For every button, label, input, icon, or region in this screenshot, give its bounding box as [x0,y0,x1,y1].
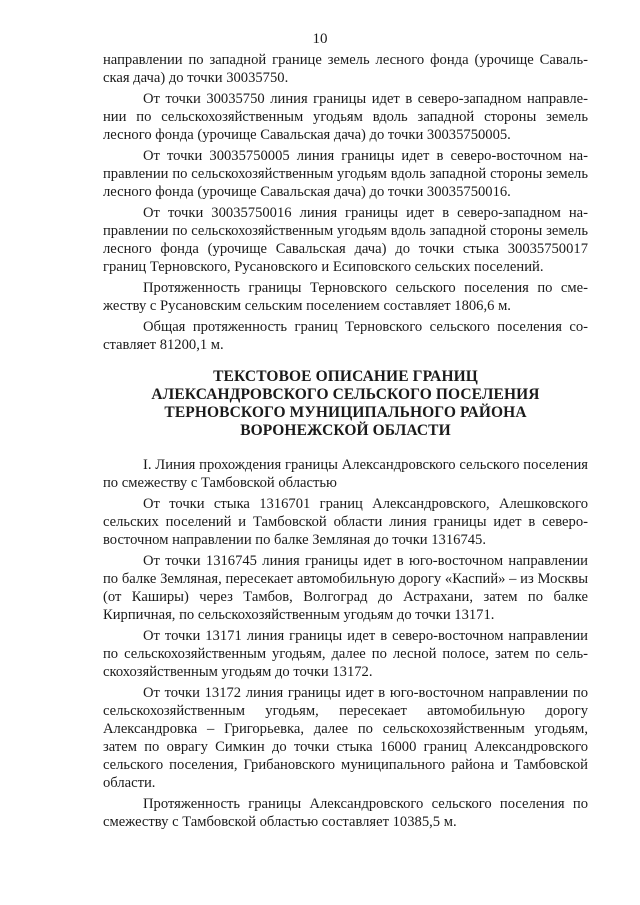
heading-line: ТЕРНОВСКОГО МУНИЦИПАЛЬНОГО РАЙОНА [164,404,527,421]
paragraph: Протяженность границы Александровского сельского поселения по смежеству с Тамбовской областью составляет 10385,5 м. [103,796,588,830]
heading-line: АЛЕКСАНДРОВСКОГО СЕЛЬСКОГО ПОСЕЛЕНИЯ [151,386,540,403]
bottom-text-block [103,456,588,834]
paragraph: Протяженность границы Терновского сельского поселения по смежеству с Русановским сельским поселением составляет 1806,6 м. [103,280,588,314]
paragraph: От точки 30035750005 линия границы идет в северо-восточном направлении по сельскохозяйственным угодьям вдоль западной стороны земель лесного фонда (урочище Савальская дача) до точки 30035750016. [103,148,588,200]
section-heading [103,368,588,440]
paragraph: От точки 30035750016 линия границы идет в северо-западном направлении по сельскохозяйственным угодьям вдоль западной стороны земель лесного фонда (урочище Савальская дача) до точки стыка 30035750017 границ Терновского, Русановского и Есиповского сельских поселений. [103,205,588,275]
paragraph: От точки 13171 линия границы идет в северо-восточном направлении по сельскохозяйственным угодьям, далее по лесной полосе, затем по сельскохозяйственным угодьям до точки 13172. [103,628,588,680]
top-text-block [103,51,588,357]
paragraph: От точки 30035750 линия границы идет в северо-западном направлении по сельскохозяйственным угодьям вдоль западной стороны земель лесного фонда (урочище Савальская дача) до точки 30035750005. [103,91,588,143]
paragraph: От точки 1316745 линия границы идет в юго-восточном направлении по балке Земляная, пересекает автомобильную дорогу «Каспий» – из Москвы (от Каширы) через Тамбов, Волгоград до Астрахани, затем по балке Кирпичная, по сельскохозяйственным угодьям до точки 13171. [103,553,588,623]
paragraph: От точки стыка 1316701 границ Александровского, Алешковского сельских поселений и Тамбовской области линия границы идет в северо-восточном направлении по балке Земляная до точки 1316745. [103,496,588,548]
paragraph: От точки 13172 линия границы идет в юго-восточном направлении по сельскохозяйственным угодьям, пересекает автомобильную дорогу Александровка – Григорьевка, далее по сельскохозяйственным угодьям, затем по оврагу Симкин до точки стыка 16000 границ Александровского сельского поселения, Грибановского муниципального района и Тамбовской области. [103,685,588,791]
heading-line: ТЕКСТОВОЕ ОПИСАНИЕ ГРАНИЦ [213,368,478,385]
section-subheading: I. Линия прохождения границы Александровского сельского поселения по смежеству с Тамбовской областью [103,457,588,491]
page-number: 10 [312,31,328,47]
paragraph: Общая протяженность границ Терновского сельского поселения составляет 81200,1 м. [103,319,588,353]
paragraph-continuation: направлении по западной границе земель лесного фонда (урочище Савальская дача) до точки 30035750. [103,52,588,86]
heading-line: ВОРОНЕЖСКОЙ ОБЛАСТИ [240,422,451,439]
